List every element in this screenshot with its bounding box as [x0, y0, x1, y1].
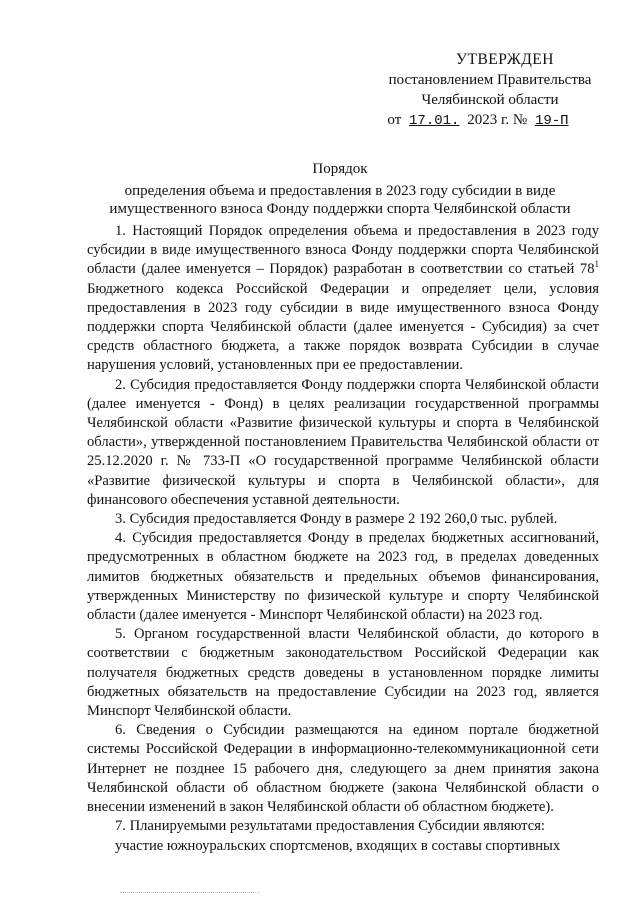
- paragraph-8: участие южноуральских спортсменов, входящих в составы спортивных: [115, 837, 561, 854]
- paragraph-5: 5. Органом государственной власти Челябинской области, до которого в соответствии с бюджетным законодательством Российской Федерации как получателя бюджетных средств доведены в установленном порядке лимиты бюджетных обязательств на предоставление Субсидии на 2023 год, является Минспорт Челябинской области.: [87, 626, 599, 720]
- document-heading: [80, 160, 600, 218]
- date-value: 17.01.: [409, 113, 460, 129]
- approval-line-2: Челябинской области: [421, 92, 559, 108]
- document-number: 19-П: [534, 113, 569, 129]
- paragraph-7: 7. Планируемыми результатами предоставления Субсидии являются:: [115, 818, 545, 835]
- paragraph-2: 2. Субсидия предоставляется Фонду поддержки спорта Челябинской области (далее именуется - Фонд) в целях реализации государственной программы Челябинской области «Развитие физической культуры и спорта в Челябинской области», утвержденной постановлением Правительства Челябинской области от 25.12.2020 г. № 733-П «О государственной программе Челябинской области «Развитие физической культуры и спорта в Челябинской области», для финансового обеспечения уставной деятельности.: [87, 376, 599, 508]
- paragraph-4: 4. Субсидия предоставляется Фонду в пределах бюджетных ассигнований, предусмотренных в областном бюджете на 2023 год, в пределах доведенных лимитов бюджетных обязательств и предельных объемов финансирования, утвержденных Министерству по физической культуре и спорту Челябинской области (далее именуется - Минспорт Челябинской области) на 2023 год.: [87, 530, 599, 624]
- footer-scan-mark: [120, 892, 260, 894]
- paragraph-6: 6. Сведения о Субсидии размещаются на едином портале бюджетной системы Российской Федерации в информационно-телекоммуникационной сети Интернет не позднее 15 рабочего дня, следующего за днем принятия закона Челябинской области об областном бюджете (закона Челябинской области о внесении изменений в закон Челябинской области об областном бюджете).: [87, 722, 599, 816]
- date-prefix: от: [387, 112, 402, 128]
- heading-title: Порядок: [312, 161, 368, 177]
- paragraph-3: 3. Субсидия предоставляется Фонду в размере 2 192 260,0 тыс. рублей.: [115, 511, 558, 528]
- heading-subtitle-line-1: определения объема и предоставления в 2023 году субсидии в виде: [124, 183, 556, 199]
- approval-date-line: [360, 110, 600, 131]
- approval-title: УТВЕРЖДЕН: [456, 51, 554, 68]
- heading-subtitle-line-2: имущественного взноса Фонду поддержки спорта Челябинской области: [109, 201, 571, 217]
- document-body: [87, 222, 599, 856]
- approval-line-1: постановлением Правительства: [388, 72, 592, 88]
- paragraph-1-end: Бюджетного кодекса Российской Федерации и определяет цели, условия предоставления в 2023 году субсидии в виде имущественного взноса Фонду поддержки спорта Челябинской области (далее именуется - Субсидия) за счет средств областного бюджета, а также порядок возврата Субсидии в случае нарушения условий, установленных при ее предоставлении.: [87, 280, 599, 374]
- paragraph-1: [87, 222, 599, 376]
- approval-stamp: [380, 50, 600, 131]
- paragraph-1-start: 1. Настоящий Порядок определения объема и предоставления в 2023 году субсидии в виде имущественного взноса Фонду поддержки спорта Челябинской области (далее именуется – Порядок) разработан в соответствии со статьей 78: [87, 223, 599, 278]
- year-text: 2023 г. №: [467, 112, 528, 128]
- article-superscript: 1: [594, 259, 599, 270]
